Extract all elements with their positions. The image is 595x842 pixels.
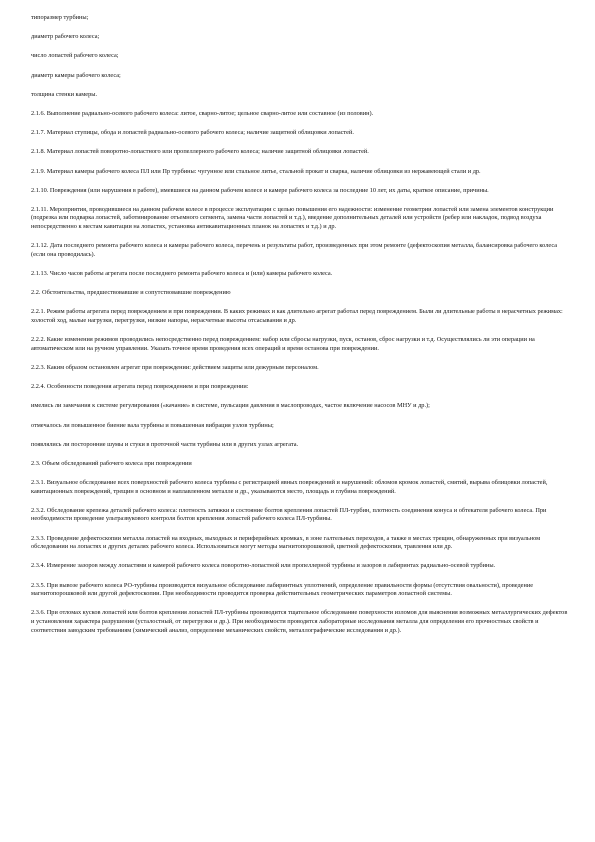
paragraph-2-3-6: 2.3.6. При отломах кусков лопастей или болтов крепления лопастей ПЛ-турбины производится тщательное обследование поверхности изломов для выяснения возможных металлургических дефектов и установления характера разрушения (усталостный, от перегрузки и др.). При необходимости проводятся лабораторные исследования металла для определения его прочностных свойств и соответствия заводским требованиям (химический анализ, определение механических свойств, металлографические исследования и др.).: [31, 609, 568, 634]
paragraph-2-1-11: 2.1.11. Мероприятия, проводившиеся на данном рабочем колесе в процессе эксплуатации с целью повышения его надежности: изменение геометрии лопастей или замена элементов конструкции (подрезка или подварка лопастей, заботинирование отъемного сегмента, замена части лопастей и т.д.), введение дополнительных деталей или устройств (ребер или накладок, подвод воздуха непосредственно к местам кавитации на лопастях, установка антикавитационных планок на лопастях и т.д.) и др.: [31, 205, 554, 231]
paragraph-2-1-9: 2.1.9. Материал камеры рабочего колеса ПЛ или Пр турбины: чугунное или стальное литье, стальной прокат и сварка, наличие облицовки из нержавеющей стали и др.: [31, 167, 481, 175]
list-item-turbine-size: типоразмер турбины;: [31, 14, 89, 21]
list-item-wall-thickness: толщина стенки камеры.: [31, 90, 98, 98]
paragraph-2-1-7: 2.1.7. Материал ступицы, обода и лопастей радиально-осевого рабочего колеса; наличие защитной облицовки лопастей.: [31, 129, 354, 137]
list-item-shaft-runout: отмечалось ли повышенное биение вала турбины и повышенная вибрация узлов турбины;: [31, 421, 274, 429]
paragraph-2-1-13: 2.1.13. Число часов работы агрегата после последнего ремонта рабочего колеса и (или) камеры рабочего колеса.: [31, 270, 333, 278]
paragraph-2-2-3: 2.2.3. Каким образом остановлен агрегат при повреждении: действием защиты или дежурным персоналом.: [31, 363, 319, 371]
paragraph-2-3-2: 2.3.2. Обследование крепежа деталей рабочего колеса: плотность затяжки и состояние болтов крепления лопастей ПЛ-турбин, плотность соединения конуса и обтекателя рабочего колеса. При необходимости проведение ультразвукового контроля болтов крепления лопастей рабочего колеса ПЛ-турбины.: [31, 506, 547, 523]
paragraph-2-1-12: 2.1.12. Дата последнего ремонта рабочего колеса и камеры рабочего колеса, перечень и результаты работ, произведенных при этом ремонте (дефектоскопия металла, балансировка рабочего колеса (если она проводилась).: [31, 242, 557, 258]
list-item-runner-diameter: диаметр рабочего колеса;: [31, 33, 100, 41]
paragraph-2-3-1: 2.3.1. Визуальное обследование всех поверхностей рабочего колеса турбины с регистрацией явных повреждений и нарушений: обломов кромок лопастей, смятий, вырыва облицовки лопастей, кавитационных повреждений, трещин в основном и наплавленном металле и др., указываются место, площадь и глубина повреждений.: [31, 479, 548, 495]
paragraph-2-3-4: 2.3.4. Измерение зазоров между лопастями и камерой рабочего колеса поворотно-лопастной или пропеллерной турбины и зазоров в лабиринтах радиально-осевой турбины.: [31, 562, 496, 570]
paragraph-2-1-10: 2.1.10. Повреждения (или нарушения в работе), имевшиеся на данном рабочем колесе и камере рабочего колеса за последние 10 лет, их даты, краткое описание, причины.: [31, 186, 489, 194]
section-heading-2-2: 2.2. Обстоятельства, предшествовавшие и сопутствовавшие повреждению: [31, 289, 231, 297]
list-item-blade-count: число лопастей рабочего колеса;: [31, 52, 119, 60]
paragraph-2-1-8: 2.1.8. Материал лопастей поворотно-лопастного или пропеллерного рабочего колеса; наличие защитной облицовки лопастей.: [31, 148, 369, 156]
list-item-chamber-diameter: диаметр камеры рабочего колеса;: [31, 71, 121, 79]
paragraph-2-2-1: 2.2.1. Режим работы агрегата перед повреждением и при повреждении. В каких режимах и как длительно агрегат работал перед повреждением. Были ли длительные работы в нерасчетных режимах: холостой ход, малые нагрузки, перегрузки, низкие напоры, нерасчетные высоты отсасывания и др.: [31, 308, 563, 324]
section-heading-2-3: 2.3. Объем обследований рабочего колеса при повреждении: [31, 459, 192, 467]
list-item-regulation-remarks: имелись ли замечания к системе регулирования («качание» в системе, пульсации давления в маслопроводах, частое включение насосов МНУ и др.);: [31, 402, 430, 410]
paragraph-2-2-2: 2.2.2. Какие изменения режимов проводились непосредственно перед повреждением: набор или сбросы нагрузки, пуск, останов, сброс нагрузки и т.д. Осуществлялись ли эти операции на автоматическом или на ручном управлении. Указать точное время проведения всех операций и время останова при повреждении.: [31, 336, 535, 352]
paragraph-2-2-4: 2.2.4. Особенности поведения агрегата перед повреждением и при повреждении:: [31, 383, 249, 391]
paragraph-2-1-6: 2.1.6. Выполнение радиально-осевого рабочего колеса: литое, сварно-литое; цельное сварно-литое или составное (из половин).: [31, 109, 374, 117]
paragraph-2-3-3: 2.3.3. Проведение дефектоскопии металла лопастей на входных, выходных и периферийных кромках, в зоне галтельных переходов, а также в местах трещин, обнаруженных при визуальном обследовании на лопастях и других деталях рабочего колеса. Использоваться могут методы магнитопорошковой, цветной дефектоскопии, травления или др.: [31, 534, 541, 551]
paragraph-2-3-5: 2.3.5. При вывозе рабочего колеса РО-турбины производится визуальное обследование лабиринтных уплотнений, определение правильности формы (отсутствия овальности), проведение магнитопорошковой или другой дефектоскопии. При необходимости проводится проверка действительных геометрических параметров лопастной системы.: [31, 581, 534, 598]
list-item-extraneous-noise: появлялись ли посторонние шумы и стуки в проточной части турбины или в других узлах агрегата.: [31, 440, 299, 448]
